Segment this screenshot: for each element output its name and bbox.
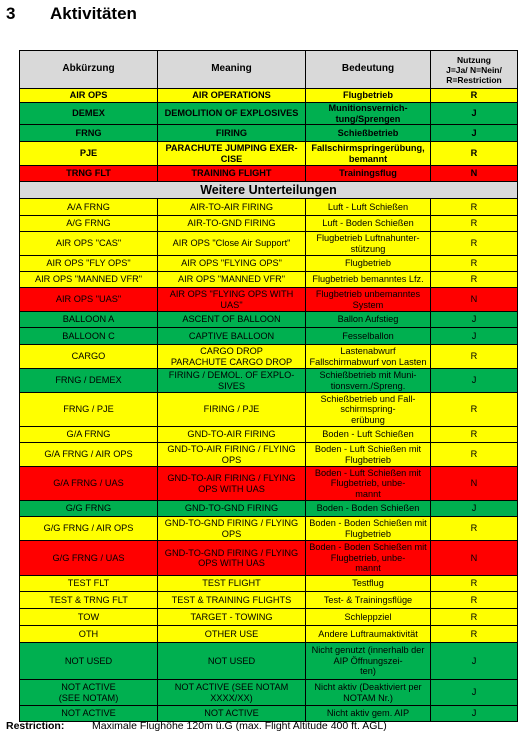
- cell-abk: FRNG / PJE: [20, 393, 158, 427]
- cell-bedeutung: Flugbetrieb: [306, 89, 431, 103]
- cell-abk: PJE: [20, 142, 158, 166]
- section-title: Aktivitäten: [50, 4, 137, 23]
- cell-bedeutung: Nicht aktiv gem. AIP: [306, 706, 431, 722]
- cell-nutzung: J: [431, 125, 518, 142]
- cell-bedeutung: Andere Luftraumaktivität: [306, 626, 431, 643]
- cell-meaning: AIR OPS "MANNED VFR": [158, 272, 306, 288]
- cell-nutzung: J: [431, 680, 518, 706]
- cell-nutzung: J: [431, 103, 518, 125]
- cell-abk: A/G FRNG: [20, 216, 158, 232]
- cell-abk: NOT USED: [20, 643, 158, 680]
- restriction-label: Restriction:: [6, 720, 65, 732]
- cell-meaning: AIR OPERATIONS: [158, 89, 306, 103]
- cell-abk: G/G FRNG / UAS: [20, 541, 158, 576]
- cell-bedeutung: Schießbetrieb mit Muni- tionsvern./Spreng.: [306, 369, 431, 393]
- cell-nutzung: R: [431, 345, 518, 369]
- cell-meaning: AIR-TO-AIR FIRING: [158, 199, 306, 216]
- section-number: 3: [6, 4, 16, 23]
- cell-abk: CARGO: [20, 345, 158, 369]
- cell-abk: AIR OPS "FLY OPS": [20, 256, 158, 272]
- cell-nutzung: R: [431, 216, 518, 232]
- table-row: [20, 272, 518, 288]
- table-row: [20, 541, 518, 576]
- cell-meaning: FIRING / PJE: [158, 393, 306, 427]
- cell-nutzung: R: [431, 609, 518, 626]
- cell-bedeutung: Flugbetrieb Luftnahunter- stützung: [306, 232, 431, 256]
- cell-bedeutung: Test- & Trainingsflüge: [306, 592, 431, 609]
- cell-bedeutung: Nicht genutzt (innerhalb der AIP Öffnungszei- ten): [306, 643, 431, 680]
- cell-abk: AIR OPS "CAS": [20, 232, 158, 256]
- cell-nutzung: R: [431, 626, 518, 643]
- table-row: [20, 232, 518, 256]
- table-row: [20, 467, 518, 501]
- table-row: [20, 89, 518, 103]
- cell-abk: G/G FRNG / AIR OPS: [20, 517, 158, 541]
- cell-nutzung: J: [431, 312, 518, 328]
- cell-nutzung: R: [431, 232, 518, 256]
- cell-bedeutung: Boden - Luft Schießen mit Flugbetrieb: [306, 443, 431, 467]
- cell-nutzung: R: [431, 256, 518, 272]
- cell-meaning: NOT ACTIVE: [158, 706, 306, 722]
- cell-meaning: NOT USED: [158, 643, 306, 680]
- cell-abk: BALLOON A: [20, 312, 158, 328]
- cell-nutzung: R: [431, 199, 518, 216]
- cell-meaning: AIR OPS "FLYING OPS WITH UAS": [158, 288, 306, 312]
- cell-bedeutung: Luft - Boden Schießen: [306, 216, 431, 232]
- cell-nutzung: R: [431, 142, 518, 166]
- cell-meaning: GND-TO-AIR FIRING: [158, 427, 306, 443]
- subheader-row: [20, 182, 518, 199]
- table-row: [20, 216, 518, 232]
- cell-bedeutung: Flugbetrieb: [306, 256, 431, 272]
- cell-bedeutung: Fallschirmspringerübung, bemannt: [306, 142, 431, 166]
- cell-abk: TEST & TRNG FLT: [20, 592, 158, 609]
- cell-abk: A/A FRNG: [20, 199, 158, 216]
- cell-meaning: TARGET - TOWING: [158, 609, 306, 626]
- cell-bedeutung: Fesselballon: [306, 328, 431, 345]
- col-header-nutzung: Nutzung J=Ja/ N=Nein/ R=Restriction: [431, 51, 518, 89]
- cell-nutzung: N: [431, 166, 518, 182]
- table-row: [20, 626, 518, 643]
- table-row: [20, 609, 518, 626]
- cell-meaning: TEST & TRAINING FLIGHTS: [158, 592, 306, 609]
- cell-meaning: GND-TO-AIR FIRING / FLYING OPS: [158, 443, 306, 467]
- cell-nutzung: R: [431, 517, 518, 541]
- col-header-bedeutung: Bedeutung: [306, 51, 431, 89]
- cell-bedeutung: Boden - Boden Schießen mit Flugbetrieb, unbe- mannt: [306, 541, 431, 576]
- cell-meaning: NOT ACTIVE (SEE NOTAM XXXX/XX): [158, 680, 306, 706]
- cell-abk: OTH: [20, 626, 158, 643]
- cell-abk: TRNG FLT: [20, 166, 158, 182]
- cell-bedeutung: Ballon Aufstieg: [306, 312, 431, 328]
- cell-bedeutung: Trainingsflug: [306, 166, 431, 182]
- cell-meaning: PARACHUTE JUMPING EXER- CISE: [158, 142, 306, 166]
- cell-bedeutung: Boden - Boden Schießen mit Flugbetrieb: [306, 517, 431, 541]
- table-row: [20, 199, 518, 216]
- cell-nutzung: J: [431, 706, 518, 722]
- cell-nutzung: R: [431, 393, 518, 427]
- cell-abk: BALLOON C: [20, 328, 158, 345]
- table-row: [20, 517, 518, 541]
- cell-meaning: GND-TO-GND FIRING / FLYING OPS: [158, 517, 306, 541]
- table-row: [20, 312, 518, 328]
- table-row: [20, 393, 518, 427]
- cell-bedeutung: Schießbetrieb: [306, 125, 431, 142]
- cell-meaning: GND-TO-GND FIRING / FLYING OPS WITH UAS: [158, 541, 306, 576]
- cell-bedeutung: Boden - Boden Schießen: [306, 501, 431, 517]
- cell-meaning: CARGO DROP PARACHUTE CARGO DROP: [158, 345, 306, 369]
- table-row: [20, 427, 518, 443]
- cell-nutzung: R: [431, 576, 518, 592]
- cell-meaning: ASCENT OF BALLOON: [158, 312, 306, 328]
- table-row: [20, 369, 518, 393]
- cell-bedeutung: Munitionsvernich- tung/Sprengen: [306, 103, 431, 125]
- cell-bedeutung: Schleppziel: [306, 609, 431, 626]
- cell-nutzung: R: [431, 443, 518, 467]
- cell-abk: NOT ACTIVE (SEE NOTAM): [20, 680, 158, 706]
- table-row: [20, 643, 518, 680]
- cell-meaning: GND-TO-GND FIRING: [158, 501, 306, 517]
- section-heading: [6, 4, 137, 24]
- subheader-cell: Weitere Unterteilungen: [20, 182, 518, 199]
- table-row: [20, 501, 518, 517]
- table-row: [20, 256, 518, 272]
- cell-bedeutung: Boden - Luft Schießen mit Flugbetrieb, unbe- mannt: [306, 467, 431, 501]
- cell-bedeutung: Luft - Luft Schießen: [306, 199, 431, 216]
- cell-nutzung: J: [431, 369, 518, 393]
- cell-meaning: TRAINING FLIGHT: [158, 166, 306, 182]
- cell-bedeutung: Testflug: [306, 576, 431, 592]
- cell-meaning: AIR OPS "Close Air Support": [158, 232, 306, 256]
- cell-nutzung: N: [431, 288, 518, 312]
- cell-bedeutung: Schießbetrieb und Fall- schirmspring- erübung: [306, 393, 431, 427]
- table-row: [20, 288, 518, 312]
- table-row: [20, 680, 518, 706]
- cell-abk: AIR OPS: [20, 89, 158, 103]
- cell-nutzung: R: [431, 89, 518, 103]
- cell-abk: FRNG: [20, 125, 158, 142]
- cell-meaning: OTHER USE: [158, 626, 306, 643]
- table-body: [20, 89, 518, 722]
- cell-meaning: GND-TO-AIR FIRING / FLYING OPS WITH UAS: [158, 467, 306, 501]
- cell-meaning: CAPTIVE BALLOON: [158, 328, 306, 345]
- cell-meaning: AIR OPS "FLYING OPS": [158, 256, 306, 272]
- table-row: [20, 443, 518, 467]
- table-row: [20, 103, 518, 125]
- cell-meaning: FIRING: [158, 125, 306, 142]
- cell-bedeutung: Flugbetrieb bemanntes Lfz.: [306, 272, 431, 288]
- cell-abk: AIR OPS "MANNED VFR": [20, 272, 158, 288]
- table-row: [20, 592, 518, 609]
- cell-abk: G/G FRNG: [20, 501, 158, 517]
- table-row: [20, 166, 518, 182]
- cell-nutzung: R: [431, 592, 518, 609]
- cell-nutzung: J: [431, 643, 518, 680]
- table-header-row: [20, 51, 518, 89]
- cell-abk: G/A FRNG: [20, 427, 158, 443]
- cell-nutzung: J: [431, 501, 518, 517]
- cell-abk: G/A FRNG / AIR OPS: [20, 443, 158, 467]
- table-row: [20, 328, 518, 345]
- cell-nutzung: J: [431, 328, 518, 345]
- cell-nutzung: N: [431, 467, 518, 501]
- cell-meaning: AIR-TO-GND FIRING: [158, 216, 306, 232]
- cell-nutzung: R: [431, 427, 518, 443]
- cell-meaning: DEMOLITION OF EXPLOSIVES: [158, 103, 306, 125]
- cell-meaning: TEST FLIGHT: [158, 576, 306, 592]
- cell-bedeutung: Flugbetrieb unbemanntes System: [306, 288, 431, 312]
- cell-abk: TEST FLT: [20, 576, 158, 592]
- table-row: [20, 345, 518, 369]
- cell-abk: DEMEX: [20, 103, 158, 125]
- cell-bedeutung: Lastenabwurf Fallschirmabwurf von Lasten: [306, 345, 431, 369]
- cell-bedeutung: Boden - Luft Schießen: [306, 427, 431, 443]
- table-row: [20, 142, 518, 166]
- cell-abk: G/A FRNG / UAS: [20, 467, 158, 501]
- restriction-note: [6, 720, 387, 732]
- cell-nutzung: N: [431, 541, 518, 576]
- cell-nutzung: R: [431, 272, 518, 288]
- cell-bedeutung: Nicht aktiv (Deaktiviert per NOTAM Nr.): [306, 680, 431, 706]
- cell-meaning: FIRING / DEMOL. OF EXPLO- SIVES: [158, 369, 306, 393]
- cell-abk: NOT ACTIVE: [20, 706, 158, 722]
- activities-table: [19, 50, 518, 722]
- table-row: [20, 125, 518, 142]
- cell-abk: TOW: [20, 609, 158, 626]
- cell-abk: FRNG / DEMEX: [20, 369, 158, 393]
- table-row: [20, 576, 518, 592]
- restriction-text: Maximale Flughöhe 120m ü.G (max. Flight Altitude 400 ft. AGL): [92, 720, 387, 732]
- col-header-abk: Abkürzung: [20, 51, 158, 89]
- col-header-meaning: Meaning: [158, 51, 306, 89]
- cell-abk: AIR OPS "UAS": [20, 288, 158, 312]
